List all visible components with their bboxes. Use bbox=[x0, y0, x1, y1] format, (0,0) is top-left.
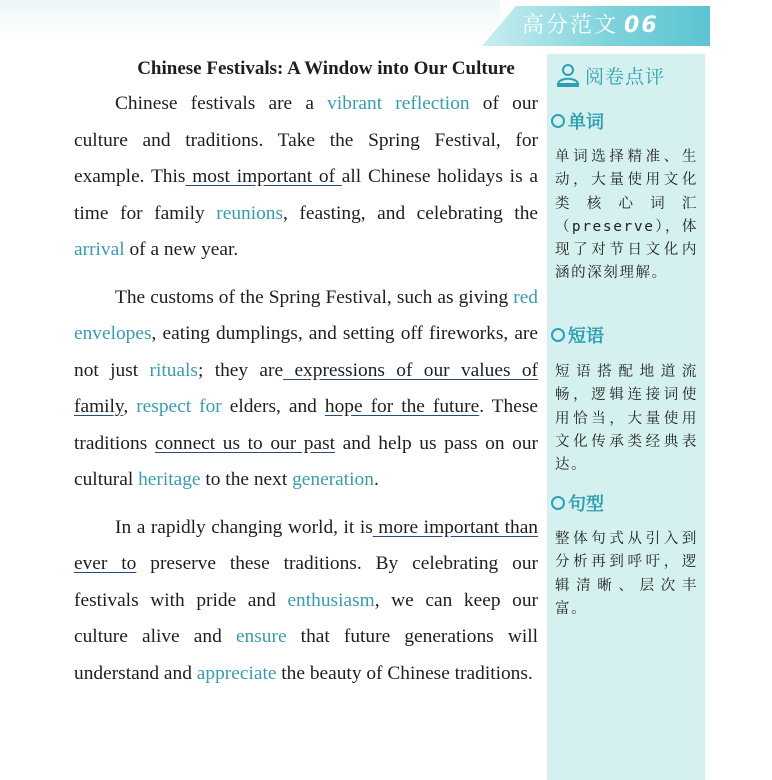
circle-bullet-icon bbox=[551, 496, 565, 510]
underlined-phrase: most important of bbox=[185, 166, 342, 187]
reviewer-icon bbox=[555, 62, 581, 88]
text-segment: elders, and bbox=[221, 396, 325, 417]
underlined-phrase: hope for the future bbox=[324, 396, 480, 417]
section-heading-sentences bbox=[551, 490, 604, 516]
section-heading-phrases bbox=[551, 322, 604, 348]
text-segment: the beauty of Chinese traditions. bbox=[276, 662, 533, 684]
underlined-phrase: connect us to our past bbox=[154, 432, 336, 454]
text-segment: of our culture and traditions. Take the Spring Festival, for example. This bbox=[74, 93, 538, 187]
text-segment: , eating dumplings, and setting off fireworks, are not just bbox=[74, 323, 538, 381]
text-segment: The customs of the Spring Festival, such as giving bbox=[115, 286, 514, 308]
text-segment: In a rapidly changing world, it is bbox=[115, 516, 373, 538]
text-segment: . These traditions bbox=[74, 396, 538, 454]
essay bbox=[74, 52, 538, 703]
text-segment: Chinese festivals are a bbox=[115, 93, 328, 114]
circle-bullet-icon bbox=[551, 114, 565, 128]
underlined-phrase: expressions of our values of family bbox=[74, 359, 539, 417]
section-heading-label: 句型 bbox=[568, 494, 604, 515]
highlighted-keyword: reunions bbox=[216, 202, 284, 224]
highlighted-keyword: arrival bbox=[74, 239, 125, 260]
text-segment: all Chinese holidays is a time for family bbox=[74, 166, 538, 224]
text-segment: , bbox=[123, 396, 137, 417]
text-segment: , feasting, and celebrating the bbox=[283, 202, 538, 224]
section-body-words: 单词选择精准、生动，大量使用文化类核心词汇（preserve），体现了对节日文化内涵的深刻理解。 bbox=[555, 149, 698, 282]
section-heading-words bbox=[551, 108, 604, 134]
highlighted-keyword: heritage bbox=[138, 469, 201, 490]
banner-title bbox=[522, 10, 659, 42]
highlighted-keyword: generation bbox=[292, 469, 374, 490]
text-segment: . bbox=[373, 469, 379, 490]
text-segment: ; they are bbox=[197, 359, 284, 381]
section-heading-label: 单词 bbox=[568, 112, 604, 133]
underlined-phrase: more important than ever to bbox=[74, 516, 538, 574]
banner-number: 06 bbox=[624, 13, 659, 38]
section-heading-label: 短语 bbox=[568, 326, 604, 347]
essay-paragraph-1 bbox=[74, 86, 538, 269]
highlighted-keyword: vibrant reflection bbox=[327, 93, 470, 114]
essay-title: Chinese Festivals: A Window into Our Culture bbox=[137, 58, 515, 79]
text-segment: that future generations will understand and bbox=[74, 626, 539, 684]
sidebar-title: 阅卷点评 bbox=[585, 65, 666, 88]
highlighted-keyword: ensure bbox=[235, 626, 287, 647]
highlighted-keyword: appreciate bbox=[196, 662, 277, 684]
top-wash bbox=[0, 0, 500, 40]
banner-label: 高分范文 bbox=[522, 13, 619, 38]
text-segment: preserve these traditions. By celebrating our festivals with pride and bbox=[74, 553, 538, 611]
highlighted-keyword: respect for bbox=[136, 396, 222, 417]
section-body-phrases: 短语搭配地道流畅，逻辑连接词使用恰当，大量使用文化传承类经典表达。 bbox=[555, 364, 698, 474]
text-segment: , we can keep our culture alive and bbox=[74, 589, 538, 647]
essay-paragraph-3 bbox=[74, 510, 538, 693]
highlighted-keyword: red envelopes bbox=[74, 286, 538, 344]
text-segment: and help us pass on our cultural bbox=[74, 432, 539, 490]
essay-paragraph-2 bbox=[74, 280, 538, 499]
sidebar-header bbox=[555, 58, 665, 92]
highlighted-keyword: enthusiasm bbox=[287, 589, 375, 611]
circle-bullet-icon bbox=[551, 328, 565, 342]
text-segment: of a new year. bbox=[124, 239, 239, 260]
text-segment: to the next bbox=[200, 469, 293, 490]
highlighted-keyword: rituals bbox=[149, 359, 198, 381]
section-body-sentences: 整体句式从引入到分析再到呼吁，逻辑清晰、层次丰富。 bbox=[555, 531, 698, 617]
